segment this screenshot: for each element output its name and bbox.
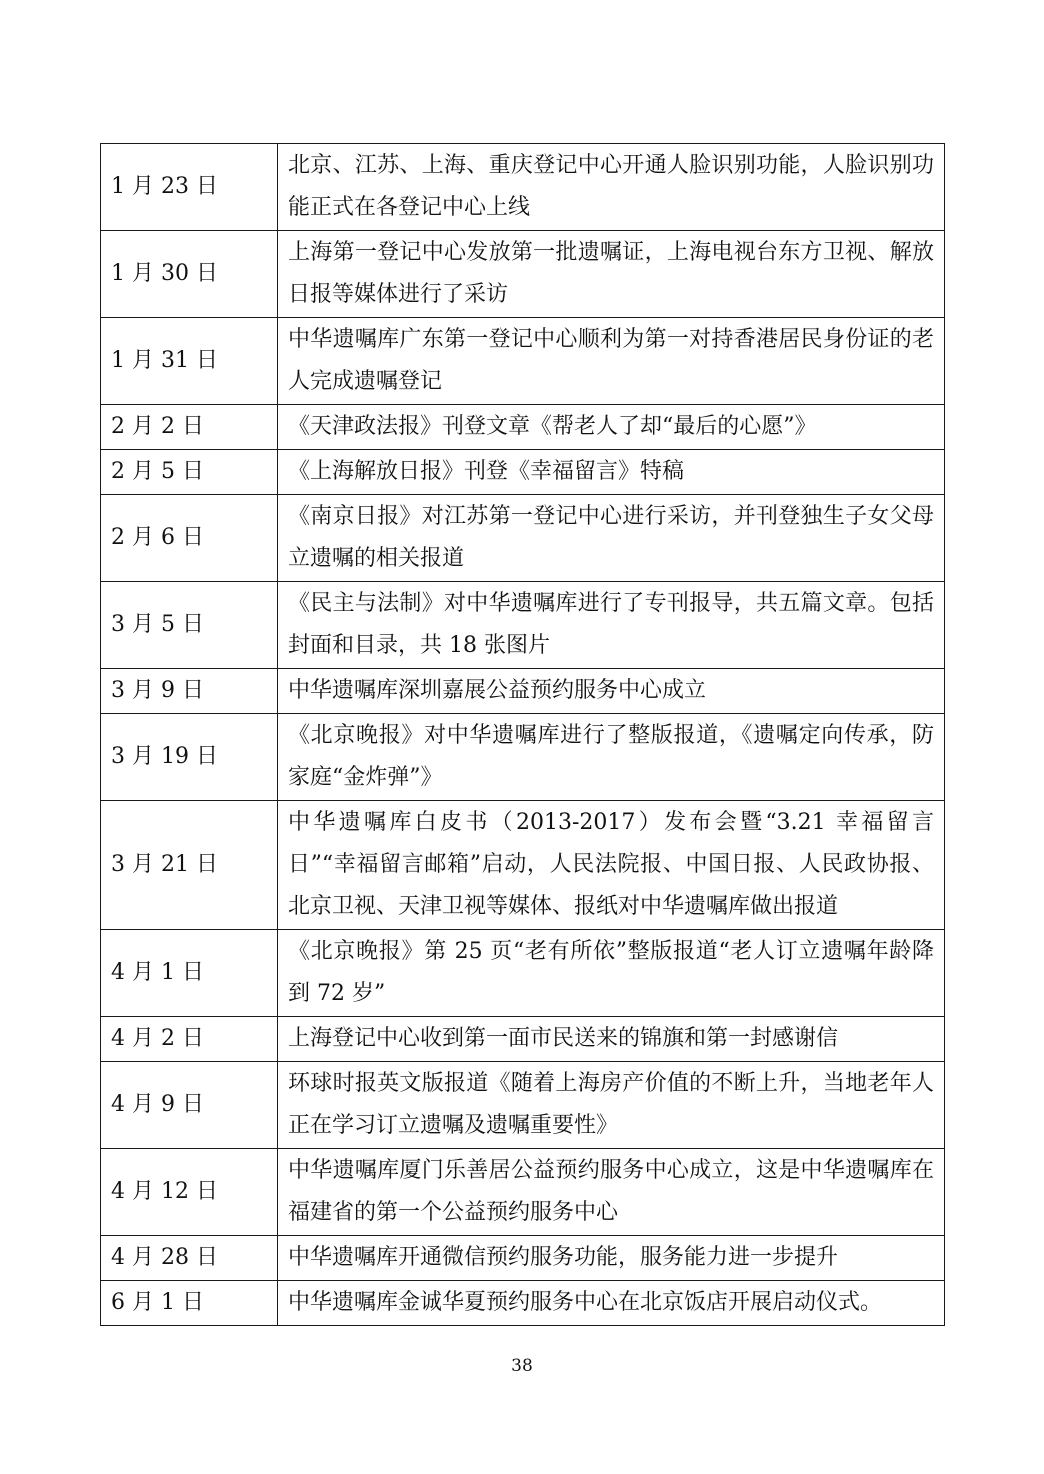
event-cell: 中华遗嘱库金诚华夏预约服务中心在北京饭店开展启动仪式。 xyxy=(278,1281,945,1326)
date-cell: 4 月 12 日 xyxy=(101,1149,278,1236)
event-cell: 中华遗嘱库深圳嘉展公益预约服务中心成立 xyxy=(278,669,945,714)
event-cell: 上海登记中心收到第一面市民送来的锦旗和第一封感谢信 xyxy=(278,1017,945,1062)
event-cell: 《民主与法制》对中华遗嘱库进行了专刊报导，共五篇文章。包括封面和目录，共 18 张图片 xyxy=(278,582,945,669)
table-row xyxy=(101,231,945,318)
table-row xyxy=(101,1281,945,1326)
event-cell: 《北京晚报》对中华遗嘱库进行了整版报道，《遗嘱定向传承，防家庭“金炸弹”》 xyxy=(278,714,945,801)
table-row xyxy=(101,1017,945,1062)
table-row xyxy=(101,930,945,1017)
event-cell: 中华遗嘱库广东第一登记中心顺利为第一对持香港居民身份证的老人完成遗嘱登记 xyxy=(278,318,945,405)
table-row xyxy=(101,714,945,801)
date-cell: 2 月 6 日 xyxy=(101,495,278,582)
event-cell: 中华遗嘱库厦门乐善居公益预约服务中心成立，这是中华遗嘱库在福建省的第一个公益预约服务中心 xyxy=(278,1149,945,1236)
date-cell: 4 月 2 日 xyxy=(101,1017,278,1062)
date-cell: 6 月 1 日 xyxy=(101,1281,278,1326)
date-cell: 3 月 21 日 xyxy=(101,801,278,930)
date-cell: 2 月 2 日 xyxy=(101,405,278,450)
table-row xyxy=(101,1149,945,1236)
date-cell: 3 月 19 日 xyxy=(101,714,278,801)
event-cell: 中华遗嘱库开通微信预约服务功能，服务能力进一步提升 xyxy=(278,1236,945,1281)
table-row xyxy=(101,801,945,930)
event-cell: 《南京日报》对江苏第一登记中心进行采访，并刊登独生子女父母立遗嘱的相关报道 xyxy=(278,495,945,582)
table-row xyxy=(101,495,945,582)
timeline-table xyxy=(100,143,945,1326)
table-row xyxy=(101,669,945,714)
event-cell: 上海第一登记中心发放第一批遗嘱证，上海电视台东方卫视、解放日报等媒体进行了采访 xyxy=(278,231,945,318)
table-row xyxy=(101,450,945,495)
page-number: 38 xyxy=(511,1356,533,1376)
table-row xyxy=(101,1062,945,1149)
table-row xyxy=(101,405,945,450)
date-cell: 1 月 23 日 xyxy=(101,144,278,231)
date-cell: 3 月 5 日 xyxy=(101,582,278,669)
event-cell: 《天津政法报》刊登文章《帮老人了却“最后的心愿”》 xyxy=(278,405,945,450)
date-cell: 1 月 31 日 xyxy=(101,318,278,405)
date-cell: 4 月 28 日 xyxy=(101,1236,278,1281)
table-row xyxy=(101,1236,945,1281)
date-cell: 4 月 1 日 xyxy=(101,930,278,1017)
date-cell: 2 月 5 日 xyxy=(101,450,278,495)
table-row xyxy=(101,582,945,669)
date-cell: 4 月 9 日 xyxy=(101,1062,278,1149)
table-row xyxy=(101,318,945,405)
event-cell: 《上海解放日报》刊登《幸福留言》特稿 xyxy=(278,450,945,495)
table-row xyxy=(101,144,945,231)
event-cell: 环球时报英文版报道《随着上海房产价值的不断上升，当地老年人正在学习订立遗嘱及遗嘱重要性》 xyxy=(278,1062,945,1149)
date-cell: 1 月 30 日 xyxy=(101,231,278,318)
date-cell: 3 月 9 日 xyxy=(101,669,278,714)
event-cell: 中华遗嘱库白皮书（2013-2017）发布会暨“3.21 幸福留言日”“幸福留言邮箱”启动，人民法院报、中国日报、人民政协报、北京卫视、天津卫视等媒体、报纸对中华遗嘱库做出报道 xyxy=(278,801,945,930)
event-cell: 北京、江苏、上海、重庆登记中心开通人脸识别功能，人脸识别功能正式在各登记中心上线 xyxy=(278,144,945,231)
event-cell: 《北京晚报》第 25 页“老有所依”整版报道“老人订立遗嘱年龄降到 72 岁” xyxy=(278,930,945,1017)
